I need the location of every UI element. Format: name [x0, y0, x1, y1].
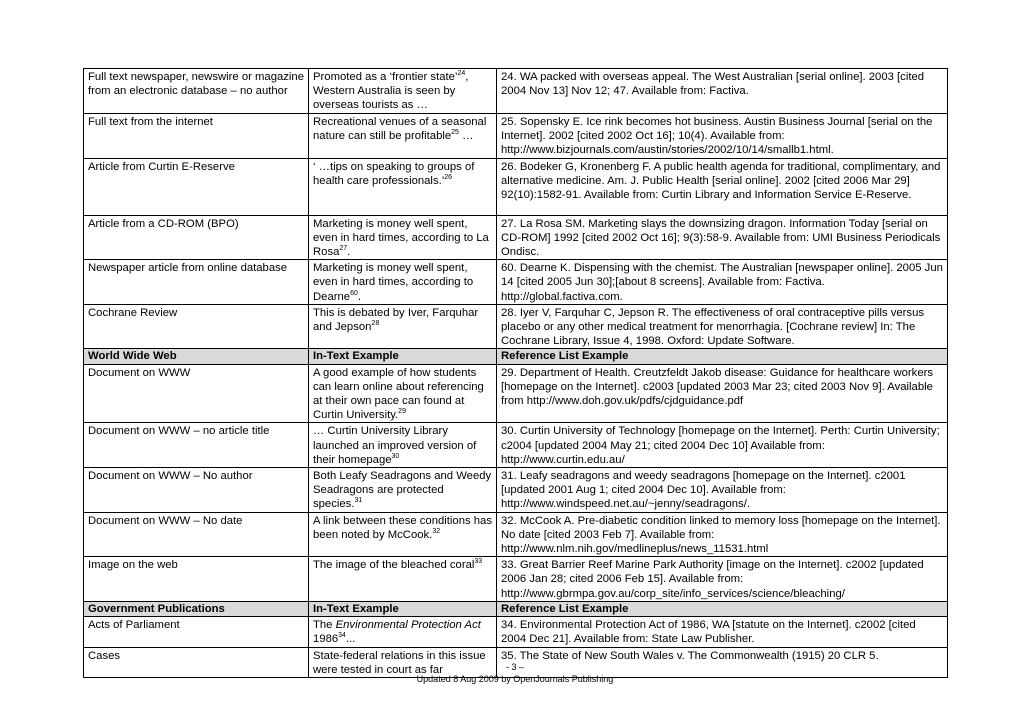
reference-cell: 60. Dearne K. Dispensing with the chemist. The Australian [newspaper online]. 2005 Jun 14 [cited 2005 Jun 30];[about 8 screens]. Available from: Factiva. http://global.factiva.com. — [497, 260, 948, 305]
format-cell: Document on WWW – No date — [84, 512, 309, 557]
in-text-cell: Marketing is money well spent, even in hard times, according to La Rosa$^{27}$. — [309, 215, 497, 260]
format-cell: Article from Curtin E-Reserve — [84, 158, 309, 215]
column-header-reference: Reference List Example — [497, 349, 948, 364]
in-text-cell: … Curtin University Library launched an improved version of their homepage$^{30}$ — [309, 423, 497, 468]
column-header-reference: Reference List Example — [497, 601, 948, 616]
reference-cell: 32. McCook A. Pre-diabetic condition linked to memory loss [homepage on the Internet]. No date [cited 2003 Feb 7]. Available from: http://www.nlm.nih.gov/medlineplus/news_11531.html — [497, 512, 948, 557]
in-text-cell: Both Leafy Seadragons and Weedy Seadragons are protected species.$^{31}$ — [309, 468, 497, 513]
citation-number: 34 — [338, 632, 346, 640]
table-row — [84, 69, 948, 114]
reference-cell: 27. La Rosa SM. Marketing slays the downsizing dragon. Information Today [serial on CD-ROM] 1992 [cited 2002 Oct 16]; 9(3):58-9. Available from: UMI Business Periodicals Ondisc. — [497, 215, 948, 260]
format-cell: Cases — [84, 647, 309, 677]
table-row — [84, 158, 948, 215]
format-cell: Full text from the internet — [84, 114, 309, 159]
column-header-in-text: In-Text Example — [309, 601, 497, 616]
table-row — [84, 364, 948, 423]
in-text-cell: A link between these conditions has been noted by McCook.$^{32}$ — [309, 512, 497, 557]
reference-table — [83, 68, 948, 678]
table-row — [84, 617, 948, 647]
citation-number: 25 — [451, 129, 459, 137]
table-row — [84, 468, 948, 513]
in-text-cell: State-federal relations in this issue were tested in court as far — [309, 647, 497, 677]
updated-note: Updated 8 Aug 2009 by OpenJournals Publishing — [416, 674, 614, 684]
format-cell: Full text newspaper, newswire or magazine from an electronic database – no author — [84, 69, 309, 114]
in-text-cell: The image of the bleached coral$^{33}$ — [309, 557, 497, 602]
reference-cell: 26. Bodeker G, Kronenberg F. A public health agenda for traditional, complimentary, and alternative medicine. Am. J. Public Health [serial online]. 2002 [cited 2006 Mar 29] 92(10):1582-91. Available from: Curtin Library and Information Service E-Reserve. — [497, 158, 948, 215]
table-row — [84, 114, 948, 159]
citation-number: 24 — [457, 70, 466, 78]
citation-number: 32 — [432, 528, 441, 536]
format-cell: Article from a CD-ROM (BPO) — [84, 215, 309, 260]
citation-number: 33 — [474, 558, 483, 566]
format-cell: Acts of Parliament — [84, 617, 309, 647]
section-title: Government Publications — [84, 601, 309, 616]
citation-number: 31 — [354, 497, 363, 505]
format-cell: Image on the web — [84, 557, 309, 602]
format-cell: Newspaper article from online database — [84, 260, 309, 305]
in-text-cell: ‘ …tips on speaking to groups of health care professionals.’$^{26}$ — [309, 158, 497, 215]
table-row — [84, 260, 948, 305]
statute-title: Environmental Protection Act — [335, 619, 481, 632]
in-text-cell: This is debated by Iver, Farquhar and Jepson$^{28}$ — [309, 304, 497, 349]
column-header-in-text: In-Text Example — [309, 349, 497, 364]
table-row — [84, 512, 948, 557]
in-text-cell: Marketing is money well spent, even in hard times, according to Dearne$^{60}$. — [309, 260, 497, 305]
section-header-row — [84, 601, 948, 616]
section-header-row — [84, 349, 948, 364]
format-cell: Document on WWW – no article title — [84, 423, 309, 468]
reference-cell: 33. Great Barrier Reef Marine Park Authority [image on the Internet]. c2002 [updated 2006 Jan 28; cited 2006 Feb 15]. Available from: http://www.gbrmpa.gov.au/corp_site/info_services/science/bleaching/ — [497, 557, 948, 602]
in-text-cell: Promoted as a ‘frontier state’$^{24}$, Western Australia is seen by overseas tourists as … — [309, 69, 497, 114]
reference-cell: 34. Environmental Protection Act of 1986, WA [statute on the Internet]. c2002 [cited 2004 Dec 21]. Available from: State Law Publisher. — [497, 617, 948, 647]
format-cell: Cochrane Review — [84, 304, 309, 349]
page-number: - 3 – — [505, 662, 524, 672]
reference-cell: 30. Curtin University of Technology [homepage on the Internet]. Perth: Curtin University; c2004 [updated 2004 May 21; cited 2004 Dec 10] Available from: http://www.curtin.edu.au/ — [497, 423, 948, 468]
citation-number: 28 — [371, 320, 380, 328]
in-text-cell: The Environmental Protection Act 1986$^{34}$... — [309, 617, 497, 647]
citation-number: 60 — [350, 289, 358, 297]
citation-number: 26 — [444, 174, 453, 182]
section-title: World Wide Web — [84, 349, 309, 364]
reference-cell: 31. Leafy seadragons and weedy seadragons [homepage on the Internet]. c2001 [updated 2001 Aug 1; cited 2004 Dec 10]. Available from: http://www.windspeed.net.au/~jenny/seadragons/. — [497, 468, 948, 513]
table-row — [84, 304, 948, 349]
in-text-cell: Recreational venues of a seasonal nature can still be profitable$^{25}$ … — [309, 114, 497, 159]
in-text-cell: A good example of how students can learn online about referencing at their own pace can found at Curtin University.$^{29}$ — [309, 364, 497, 423]
citation-number: 30 — [391, 453, 400, 461]
format-cell: Document on WWW – No author — [84, 468, 309, 513]
table-row — [84, 423, 948, 468]
citation-number: 29 — [398, 408, 406, 416]
reference-cell: 29. Department of Health. Creutzfeldt Jakob disease: Guidance for healthcare workers [homepage on the Internet]. c2003 [updated 2003 Mar 23; cited 2003 Nov 9]. Available from http://www.doh.gov.uk/pdfs/cjdguidance.pdf — [497, 364, 948, 423]
format-cell: Document on WWW — [84, 364, 309, 423]
reference-cell: 25. Sopensky E. Ice rink becomes hot business. Austin Business Journal [serial on the Internet]. 2002 [cited 2002 Oct 16]; 10(4). Available from: http://www.bizjournals.com/austin/stories/2002/10/14/smallb1.html. — [497, 114, 948, 159]
citation-number: 27 — [339, 245, 348, 253]
reference-cell: 28. Iyer V, Farquhar C, Jepson R. The effectiveness of oral contraceptive pills versus placebo or any other medical treatment for menorrhagia. [Cochrane review] In: The Cochrane Library, Issue 4, 1998. Oxford: Update Software. — [497, 304, 948, 349]
reference-cell: 35. The State of New South Wales v. The Commonwealth (1915) 20 CLR 5. — [497, 647, 948, 677]
reference-cell: 24. WA packed with overseas appeal. The West Australian [serial online]. 2003 [cited 2004 Nov 13] Nov 12; 47. Available from: Factiva. — [497, 69, 948, 114]
table-row — [84, 215, 948, 260]
table-row — [84, 557, 948, 602]
